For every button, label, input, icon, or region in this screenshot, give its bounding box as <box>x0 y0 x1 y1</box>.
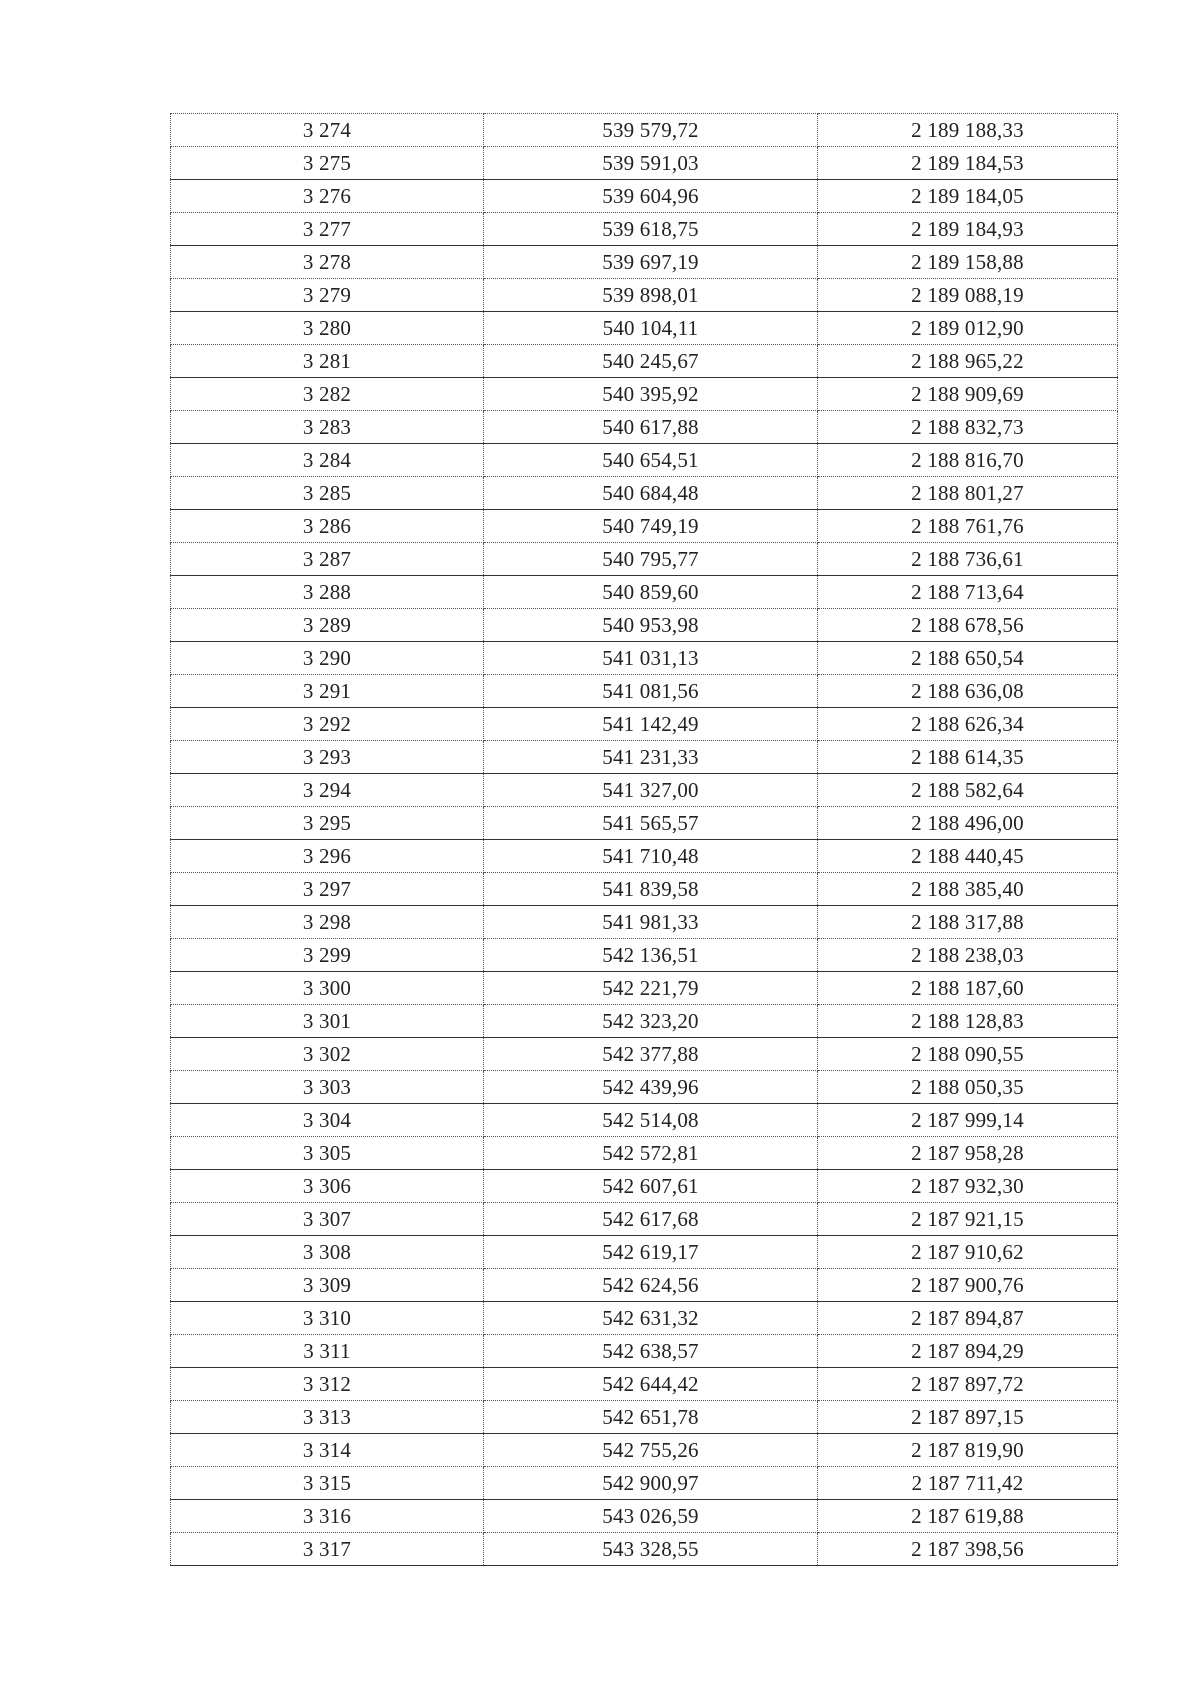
table-row <box>171 939 1118 972</box>
table-row <box>171 1038 1118 1071</box>
table-row <box>171 411 1118 444</box>
table-row <box>171 1203 1118 1236</box>
point-number-cell: 3 288 <box>171 576 484 609</box>
point-number-cell: 3 280 <box>171 312 484 345</box>
y-coordinate-cell: 2 187 900,76 <box>818 1269 1118 1302</box>
y-coordinate-cell: 2 187 894,29 <box>818 1335 1118 1368</box>
table-row <box>171 1269 1118 1302</box>
x-coordinate-cell: 543 026,59 <box>484 1500 818 1533</box>
y-coordinate-cell: 2 188 678,56 <box>818 609 1118 642</box>
table-row <box>171 114 1118 147</box>
table-row <box>171 1500 1118 1533</box>
point-number-cell: 3 285 <box>171 477 484 510</box>
point-number-cell: 3 308 <box>171 1236 484 1269</box>
coordinates-table <box>170 113 1118 1566</box>
table-row <box>171 873 1118 906</box>
table-row <box>171 510 1118 543</box>
y-coordinate-cell: 2 187 894,87 <box>818 1302 1118 1335</box>
point-number-cell: 3 275 <box>171 147 484 180</box>
table-row <box>171 675 1118 708</box>
point-number-cell: 3 290 <box>171 642 484 675</box>
y-coordinate-cell: 2 187 897,72 <box>818 1368 1118 1401</box>
point-number-cell: 3 284 <box>171 444 484 477</box>
y-coordinate-cell: 2 189 184,93 <box>818 213 1118 246</box>
table-row <box>171 1005 1118 1038</box>
table-row <box>171 1071 1118 1104</box>
point-number-cell: 3 293 <box>171 741 484 774</box>
x-coordinate-cell: 543 328,55 <box>484 1533 818 1566</box>
y-coordinate-cell: 2 188 128,83 <box>818 1005 1118 1038</box>
coordinates-table-body <box>171 114 1118 1566</box>
table-row <box>171 906 1118 939</box>
point-number-cell: 3 299 <box>171 939 484 972</box>
point-number-cell: 3 309 <box>171 1269 484 1302</box>
point-number-cell: 3 289 <box>171 609 484 642</box>
x-coordinate-cell: 542 377,88 <box>484 1038 818 1071</box>
table-row <box>171 1401 1118 1434</box>
x-coordinate-cell: 539 697,19 <box>484 246 818 279</box>
x-coordinate-cell: 542 439,96 <box>484 1071 818 1104</box>
y-coordinate-cell: 2 187 958,28 <box>818 1137 1118 1170</box>
table-row <box>171 1467 1118 1500</box>
x-coordinate-cell: 542 644,42 <box>484 1368 818 1401</box>
x-coordinate-cell: 540 795,77 <box>484 543 818 576</box>
point-number-cell: 3 295 <box>171 807 484 840</box>
y-coordinate-cell: 2 187 999,14 <box>818 1104 1118 1137</box>
y-coordinate-cell: 2 188 385,40 <box>818 873 1118 906</box>
y-coordinate-cell: 2 188 496,00 <box>818 807 1118 840</box>
table-row <box>171 378 1118 411</box>
x-coordinate-cell: 542 323,20 <box>484 1005 818 1038</box>
x-coordinate-cell: 542 638,57 <box>484 1335 818 1368</box>
x-coordinate-cell: 539 604,96 <box>484 180 818 213</box>
table-row <box>171 279 1118 312</box>
table-row <box>171 477 1118 510</box>
point-number-cell: 3 311 <box>171 1335 484 1368</box>
x-coordinate-cell: 542 514,08 <box>484 1104 818 1137</box>
table-row <box>171 1137 1118 1170</box>
y-coordinate-cell: 2 187 819,90 <box>818 1434 1118 1467</box>
x-coordinate-cell: 541 565,57 <box>484 807 818 840</box>
x-coordinate-cell: 540 953,98 <box>484 609 818 642</box>
x-coordinate-cell: 540 395,92 <box>484 378 818 411</box>
y-coordinate-cell: 2 189 184,05 <box>818 180 1118 213</box>
x-coordinate-cell: 542 617,68 <box>484 1203 818 1236</box>
y-coordinate-cell: 2 188 090,55 <box>818 1038 1118 1071</box>
point-number-cell: 3 310 <box>171 1302 484 1335</box>
table-row <box>171 807 1118 840</box>
point-number-cell: 3 282 <box>171 378 484 411</box>
point-number-cell: 3 276 <box>171 180 484 213</box>
table-row <box>171 213 1118 246</box>
table-row <box>171 180 1118 213</box>
y-coordinate-cell: 2 189 088,19 <box>818 279 1118 312</box>
x-coordinate-cell: 541 839,58 <box>484 873 818 906</box>
table-row <box>171 1236 1118 1269</box>
x-coordinate-cell: 542 221,79 <box>484 972 818 1005</box>
table-row <box>171 246 1118 279</box>
point-number-cell: 3 312 <box>171 1368 484 1401</box>
x-coordinate-cell: 540 245,67 <box>484 345 818 378</box>
y-coordinate-cell: 2 188 801,27 <box>818 477 1118 510</box>
x-coordinate-cell: 541 231,33 <box>484 741 818 774</box>
point-number-cell: 3 279 <box>171 279 484 312</box>
point-number-cell: 3 317 <box>171 1533 484 1566</box>
x-coordinate-cell: 540 749,19 <box>484 510 818 543</box>
x-coordinate-cell: 541 981,33 <box>484 906 818 939</box>
x-coordinate-cell: 539 618,75 <box>484 213 818 246</box>
x-coordinate-cell: 541 327,00 <box>484 774 818 807</box>
point-number-cell: 3 292 <box>171 708 484 741</box>
y-coordinate-cell: 2 187 932,30 <box>818 1170 1118 1203</box>
x-coordinate-cell: 542 136,51 <box>484 939 818 972</box>
x-coordinate-cell: 542 619,17 <box>484 1236 818 1269</box>
x-coordinate-cell: 539 579,72 <box>484 114 818 147</box>
x-coordinate-cell: 542 624,56 <box>484 1269 818 1302</box>
y-coordinate-cell: 2 189 158,88 <box>818 246 1118 279</box>
y-coordinate-cell: 2 187 897,15 <box>818 1401 1118 1434</box>
y-coordinate-cell: 2 188 238,03 <box>818 939 1118 972</box>
point-number-cell: 3 281 <box>171 345 484 378</box>
y-coordinate-cell: 2 188 050,35 <box>818 1071 1118 1104</box>
point-number-cell: 3 305 <box>171 1137 484 1170</box>
table-row <box>171 312 1118 345</box>
table-row <box>171 972 1118 1005</box>
point-number-cell: 3 313 <box>171 1401 484 1434</box>
point-number-cell: 3 315 <box>171 1467 484 1500</box>
y-coordinate-cell: 2 188 650,54 <box>818 642 1118 675</box>
point-number-cell: 3 291 <box>171 675 484 708</box>
y-coordinate-cell: 2 189 188,33 <box>818 114 1118 147</box>
y-coordinate-cell: 2 188 736,61 <box>818 543 1118 576</box>
table-row <box>171 444 1118 477</box>
table-row <box>171 1170 1118 1203</box>
table-row <box>171 1302 1118 1335</box>
y-coordinate-cell: 2 189 012,90 <box>818 312 1118 345</box>
x-coordinate-cell: 541 710,48 <box>484 840 818 873</box>
point-number-cell: 3 298 <box>171 906 484 939</box>
x-coordinate-cell: 542 607,61 <box>484 1170 818 1203</box>
y-coordinate-cell: 2 188 909,69 <box>818 378 1118 411</box>
table-row <box>171 543 1118 576</box>
point-number-cell: 3 286 <box>171 510 484 543</box>
table-row <box>171 147 1118 180</box>
y-coordinate-cell: 2 188 626,34 <box>818 708 1118 741</box>
point-number-cell: 3 304 <box>171 1104 484 1137</box>
point-number-cell: 3 300 <box>171 972 484 1005</box>
point-number-cell: 3 283 <box>171 411 484 444</box>
x-coordinate-cell: 540 104,11 <box>484 312 818 345</box>
x-coordinate-cell: 541 031,13 <box>484 642 818 675</box>
x-coordinate-cell: 542 755,26 <box>484 1434 818 1467</box>
point-number-cell: 3 301 <box>171 1005 484 1038</box>
y-coordinate-cell: 2 187 398,56 <box>818 1533 1118 1566</box>
table-row <box>171 609 1118 642</box>
y-coordinate-cell: 2 188 761,76 <box>818 510 1118 543</box>
table-row <box>171 1104 1118 1137</box>
y-coordinate-cell: 2 188 440,45 <box>818 840 1118 873</box>
table-row <box>171 741 1118 774</box>
y-coordinate-cell: 2 188 614,35 <box>818 741 1118 774</box>
y-coordinate-cell: 2 188 713,64 <box>818 576 1118 609</box>
x-coordinate-cell: 541 081,56 <box>484 675 818 708</box>
x-coordinate-cell: 540 859,60 <box>484 576 818 609</box>
y-coordinate-cell: 2 187 711,42 <box>818 1467 1118 1500</box>
y-coordinate-cell: 2 188 582,64 <box>818 774 1118 807</box>
y-coordinate-cell: 2 188 636,08 <box>818 675 1118 708</box>
table-row <box>171 1368 1118 1401</box>
y-coordinate-cell: 2 188 965,22 <box>818 345 1118 378</box>
table-row <box>171 708 1118 741</box>
y-coordinate-cell: 2 188 187,60 <box>818 972 1118 1005</box>
table-row <box>171 1533 1118 1566</box>
x-coordinate-cell: 541 142,49 <box>484 708 818 741</box>
point-number-cell: 3 274 <box>171 114 484 147</box>
x-coordinate-cell: 540 617,88 <box>484 411 818 444</box>
point-number-cell: 3 277 <box>171 213 484 246</box>
x-coordinate-cell: 539 898,01 <box>484 279 818 312</box>
table-row <box>171 642 1118 675</box>
y-coordinate-cell: 2 188 317,88 <box>818 906 1118 939</box>
table-row <box>171 576 1118 609</box>
point-number-cell: 3 303 <box>171 1071 484 1104</box>
point-number-cell: 3 314 <box>171 1434 484 1467</box>
y-coordinate-cell: 2 187 921,15 <box>818 1203 1118 1236</box>
point-number-cell: 3 296 <box>171 840 484 873</box>
point-number-cell: 3 278 <box>171 246 484 279</box>
x-coordinate-cell: 542 631,32 <box>484 1302 818 1335</box>
x-coordinate-cell: 540 654,51 <box>484 444 818 477</box>
y-coordinate-cell: 2 188 816,70 <box>818 444 1118 477</box>
x-coordinate-cell: 542 572,81 <box>484 1137 818 1170</box>
y-coordinate-cell: 2 189 184,53 <box>818 147 1118 180</box>
table-row <box>171 345 1118 378</box>
y-coordinate-cell: 2 187 910,62 <box>818 1236 1118 1269</box>
point-number-cell: 3 297 <box>171 873 484 906</box>
y-coordinate-cell: 2 188 832,73 <box>818 411 1118 444</box>
table-row <box>171 1335 1118 1368</box>
point-number-cell: 3 306 <box>171 1170 484 1203</box>
x-coordinate-cell: 542 651,78 <box>484 1401 818 1434</box>
x-coordinate-cell: 542 900,97 <box>484 1467 818 1500</box>
y-coordinate-cell: 2 187 619,88 <box>818 1500 1118 1533</box>
point-number-cell: 3 316 <box>171 1500 484 1533</box>
x-coordinate-cell: 539 591,03 <box>484 147 818 180</box>
x-coordinate-cell: 540 684,48 <box>484 477 818 510</box>
point-number-cell: 3 302 <box>171 1038 484 1071</box>
point-number-cell: 3 307 <box>171 1203 484 1236</box>
point-number-cell: 3 294 <box>171 774 484 807</box>
table-row <box>171 840 1118 873</box>
point-number-cell: 3 287 <box>171 543 484 576</box>
table-row <box>171 1434 1118 1467</box>
table-row <box>171 774 1118 807</box>
